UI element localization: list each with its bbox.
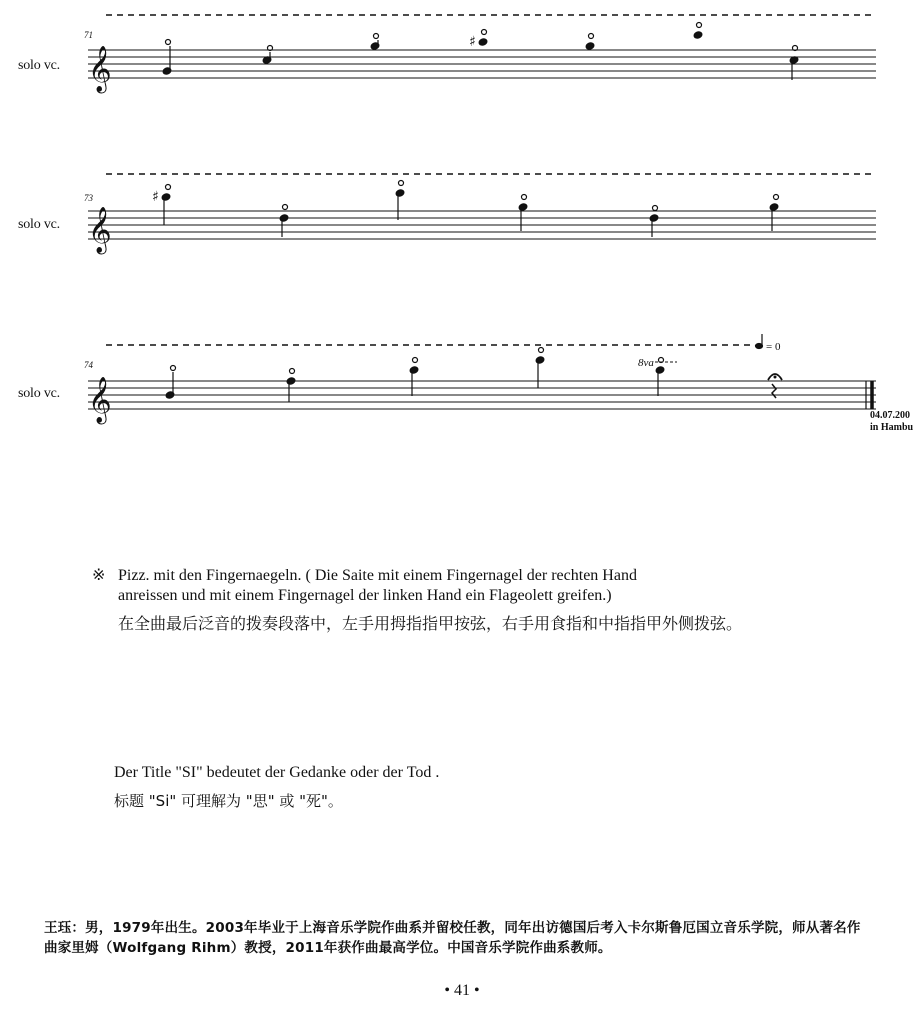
- title-note-chinese: 标题 "Si" 可理解为 "思" 或 "死"。: [114, 792, 343, 810]
- measure-number: 73: [84, 193, 93, 203]
- score-system-1: [0, 0, 924, 110]
- footnote-german-line-2: anreissen und mit einem Fingernagel der linken Hand ein Flageolett greifen.): [118, 587, 612, 604]
- reference-mark: ※: [92, 567, 106, 584]
- footnote-german-line-1: Pizz. mit den Fingernaegeln. ( Die Saite mit einem Fingernagel der rechten Hand: [118, 567, 637, 584]
- composition-date: [870, 410, 924, 434]
- score-system-3: [0, 330, 924, 440]
- place-line: in Hambu: [870, 422, 914, 433]
- measure-number: 74: [84, 360, 93, 370]
- page-number: • 41 •: [444, 982, 480, 999]
- footnote-chinese: 在全曲最后泛音的拨奏段落中，左手用拇指指甲按弦，右手用食指和中指指甲外侧拨弦。: [118, 614, 743, 633]
- treble-clef-icon: 𝄞: [88, 207, 112, 253]
- title-note-german: Der Title "SI" bedeutet der Gedanke oder der Tod .: [114, 764, 440, 781]
- sharp-icon: ♯: [152, 189, 159, 205]
- score-system-2: [0, 165, 924, 275]
- instrument-label: solo vc.: [18, 386, 60, 401]
- performance-footnote: [92, 566, 852, 634]
- instrument-label: solo vc.: [18, 217, 60, 232]
- tempo-mark: = 0: [766, 341, 781, 353]
- measure-number: 71: [84, 30, 93, 40]
- treble-clef-icon: 𝄞: [88, 46, 112, 92]
- ottava-mark: 8va: [638, 357, 654, 369]
- staff-system-3: [0, 330, 924, 440]
- composer-bio: 王珏：男，1979年出生。2003年毕业于上海音乐学院作曲系并留校任教，同年出访德国后考入卡尔斯鲁厄国立音乐学院，师从著名作曲家里姆（Wolfgang Rihm）教授，2011年获作曲最高学位。中国音乐学院作曲系教师。: [44, 920, 861, 956]
- staff-system-2: [0, 165, 924, 275]
- treble-clef-icon: 𝄞: [88, 377, 112, 423]
- sharp-icon: ♯: [469, 34, 476, 50]
- instrument-label: solo vc.: [18, 58, 60, 73]
- title-explanation: [114, 762, 439, 812]
- staff-system-1: [0, 0, 924, 110]
- date-line: 04.07.200: [870, 410, 910, 421]
